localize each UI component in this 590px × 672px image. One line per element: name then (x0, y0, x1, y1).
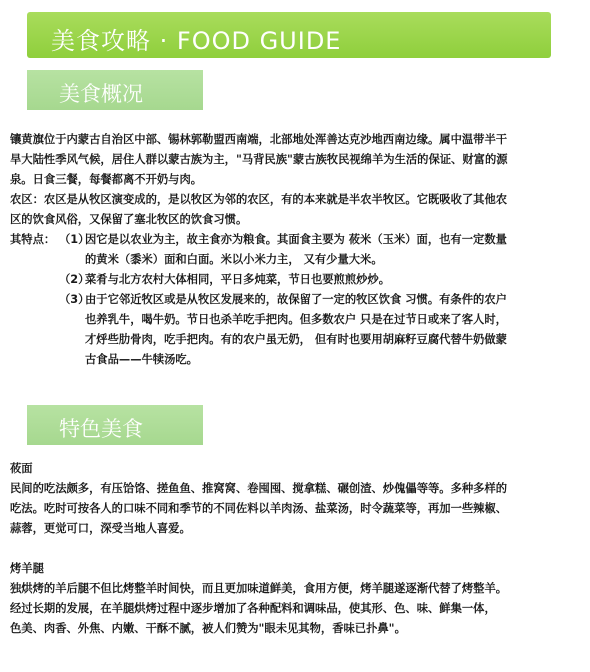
text-line: 因它是以农业为主，故主食亦为粮食。其面食主要为 莜米（玉米）面，也有一定数量 (85, 233, 507, 246)
text-line: 古食品——牛犊汤吃。 (85, 353, 198, 366)
section-title-overview: 美食概况 (59, 82, 143, 106)
text-line: 吃法。吃时可按各人的口味不同和季节的不同佐料以羊肉汤、盐菜汤，时令蔬菜等，再加一些辣椒、 (10, 502, 508, 515)
dish-name: 烤羊腿 (10, 562, 44, 575)
text-line: 镶黄旗位于内蒙古自治区中部、锡林郭勒盟西南端，北部地处浑善达克沙地西南边缘。属中温带半干 (10, 133, 508, 146)
overview-paragraph (10, 130, 585, 370)
text-line: 泉。日食三餐，每餐都离不开奶与肉。 (10, 173, 203, 186)
text-line: 旱大陆性季风气候，居住人群以蒙古族为主，"马背民族"蒙古族牧民视绵羊为生活的保证、财富的源 (10, 153, 508, 166)
text-line: 菜肴与北方农村大体相同，平日多炖菜，节日也要煎煎炒炒。 (85, 273, 391, 286)
text-line: 也养乳牛，喝牛奶。节日也杀羊吃手把肉。但多数农户 只是在过节日或来了客人时， (85, 313, 507, 326)
spacer (10, 539, 585, 559)
feature-number: （3） (59, 293, 90, 306)
text-line: 才烀些肋骨肉，吃手把肉。有的农户虽无奶， 但有时也要用胡麻籽豆腐代替牛奶做蒙 (85, 333, 507, 346)
section-header-special (27, 405, 203, 445)
section-header-overview (27, 70, 203, 110)
features-first-line (10, 230, 585, 250)
text-line: 经过长期的发展，在羊腿烘烤过程中逐步增加了各种配料和调味品，使其形、色、味、鲜集一体， (10, 602, 496, 615)
text-line: 农区：农区是从牧区演变成的，是以牧区为邻的农区，有的本来就是半农半牧区。它既吸收了其他农 (10, 193, 508, 206)
text-line: 色美、肉香、外焦、内嫩、干酥不腻，被人们赞为"眼未见其物，香味已扑鼻"。 (10, 622, 406, 635)
feature-number: （1） (59, 233, 90, 246)
text-line: 蒜蓉，更觉可口，深受当地人喜爱。 (10, 522, 191, 535)
page-banner (27, 12, 551, 58)
text-line: 民间的吃法颇多，有压饸饹、搓鱼鱼、推窝窝、卷囤囤、搅拿糕、碾创渣、炒傀儡等等。多种多样的 (10, 482, 508, 495)
feature-number: （2） (59, 273, 90, 286)
text-line: 独烘烤的羊后腿不但比烤整羊时间快，而且更加味道鲜美，食用方便，烤羊腿遂逐渐代替了烤整羊。 (10, 582, 508, 595)
features-label: 其特点： (10, 233, 56, 246)
dish-name: 莜面 (10, 462, 33, 475)
text-line: 区的饮食风俗，又保留了塞北牧区的饮食习惯。 (10, 213, 248, 226)
text-line: 由于它邻近牧区或是从牧区发展来的，故保留了一定的牧区饮食 习惯。有条件的农户 (85, 293, 507, 306)
page-title: 美食攻略 · FOOD GUIDE (51, 27, 342, 55)
feature-line (10, 290, 585, 310)
text-line: 的黄米（黍米）面和白面。米以小米力主， 又有少量大米。 (85, 253, 383, 266)
special-dishes (10, 459, 585, 639)
section-title-special: 特色美食 (59, 417, 143, 441)
feature-line (10, 270, 585, 290)
